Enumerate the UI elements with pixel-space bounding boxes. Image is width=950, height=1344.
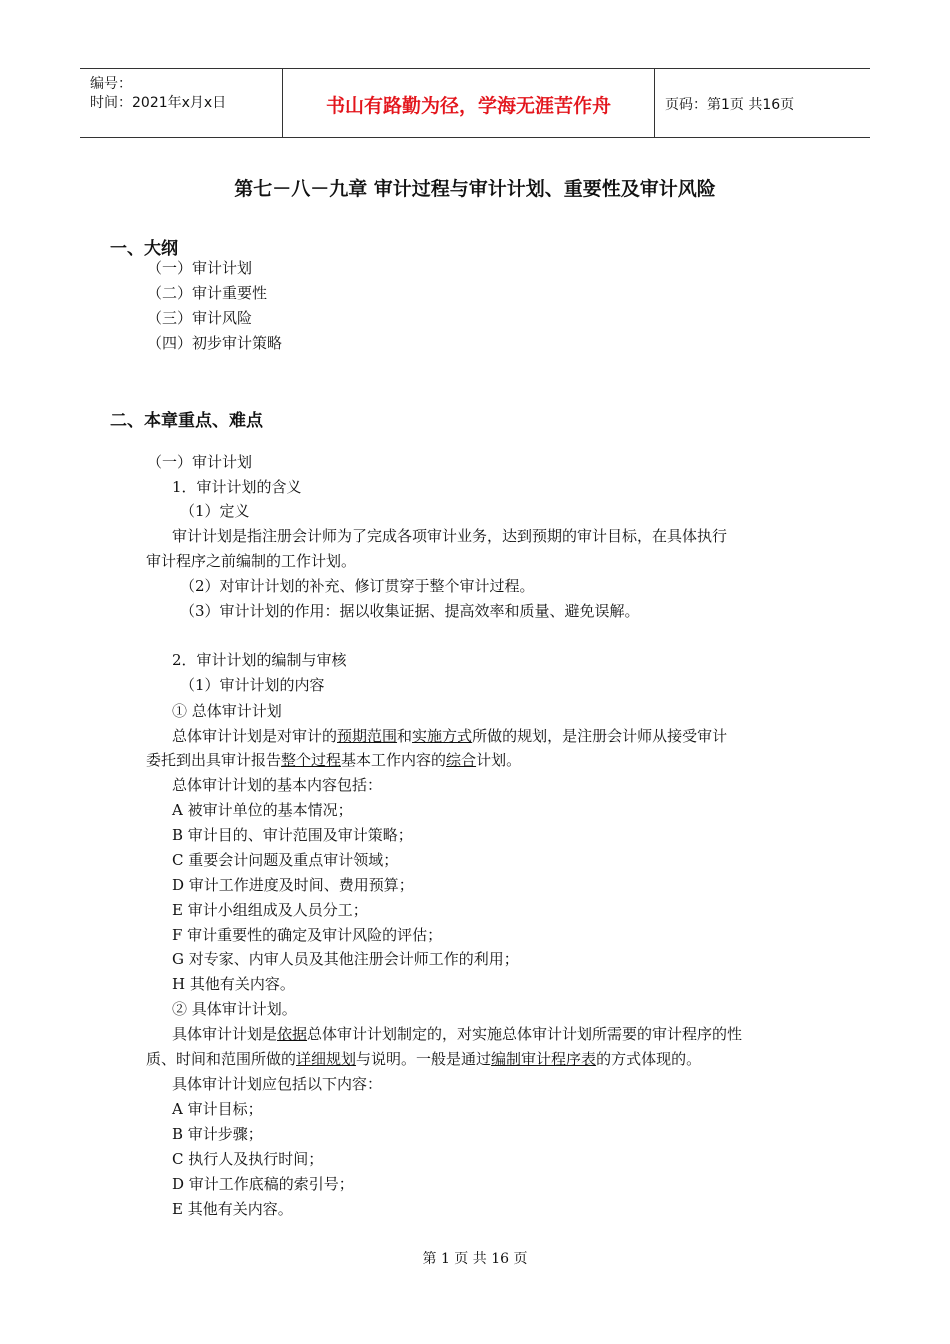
list-item: C 执行人及执行时间；	[172, 1150, 324, 1168]
header-right-cell	[655, 69, 870, 137]
header-left-cell	[80, 69, 283, 137]
header-table	[80, 68, 870, 138]
list-item: G 对专家、内审人员及其他注册会计师工作的利用；	[172, 950, 519, 968]
page-info: 页码：第1页 共16页	[665, 97, 795, 113]
point-subtitle: （3）审计计划的作用：据以收集证据、提高效率和质量、避免误解。	[180, 602, 640, 620]
point-subtitle: ② 具体审计计划。	[172, 1000, 297, 1018]
point-title: 1．审计计划的含义	[172, 478, 302, 496]
underlined-term: 实施方式	[412, 727, 473, 745]
underlined-term: 预期范围	[337, 727, 398, 745]
outline-item: （一）审计计划	[147, 259, 253, 277]
point-subtitle: （2）对审计计划的补充、修订贯穿于整个审计过程。	[180, 577, 535, 595]
motto: 书山有路勤为径，学海无涯苦作舟	[325, 95, 611, 117]
paragraph-line: 具体审计计划应包括以下内容：	[172, 1075, 383, 1093]
list-item: E 其他有关内容。	[172, 1200, 293, 1218]
paragraph-line: 总体审计计划是对审计的预期范围和实施方式所做的规划，是注册会计师从接受审计	[172, 727, 728, 745]
list-item: B 审计步骤；	[172, 1125, 263, 1143]
point-subtitle: （1）审计计划的内容	[180, 676, 325, 694]
list-item: B 审计目的、审计范围及审计策略；	[172, 826, 413, 844]
list-item: D 审计工作进度及时间、费用预算；	[172, 876, 414, 894]
list-item: A 被审计单位的基本情况；	[172, 801, 353, 819]
paragraph-line: 总体审计计划的基本内容包括：	[172, 776, 383, 794]
list-item: A 审计目标；	[172, 1100, 263, 1118]
list-item: F 审计重要性的确定及审计风险的评估；	[172, 926, 443, 944]
paragraph-line: 审计程序之前编制的工作计划。	[146, 552, 357, 570]
list-item: C 重要会计问题及重点审计领域；	[172, 851, 399, 869]
section-outline-heading: 一、大纲	[110, 239, 178, 259]
paragraph-line: 具体审计计划是依据总体审计计划制定的，对实施总体审计计划所需要的审计程序的性	[172, 1025, 743, 1043]
point-subtitle: ① 总体审计计划	[172, 702, 282, 720]
list-item: H 其他有关内容。	[172, 975, 295, 993]
code-label: 编号：	[90, 76, 132, 92]
paragraph-line: 质、时间和范围所做的详细规划与说明。一般是通过编制审计程序表的方式体现的。	[146, 1050, 702, 1068]
subsection-heading: （一）审计计划	[147, 453, 253, 471]
point-subtitle: （1）定义	[180, 502, 250, 520]
point-title: 2．审计计划的编制与审核	[172, 651, 347, 669]
underlined-term: 综合	[446, 751, 477, 769]
page-footer: 第 1 页 共 16 页	[422, 1251, 528, 1267]
section-key-points-heading: 二、本章重点、难点	[110, 411, 263, 431]
document-title: 第七－八－九章 审计过程与审计计划、重要性及审计风险	[234, 178, 716, 200]
underlined-term: 依据	[277, 1025, 308, 1043]
list-item: D 审计工作底稿的索引号；	[172, 1175, 354, 1193]
underlined-term: 编制审计程序表	[491, 1050, 597, 1068]
header-center-cell	[283, 69, 655, 137]
paragraph-line: 委托到出具审计报告整个过程基本工作内容的综合计划。	[146, 751, 522, 769]
outline-item: （二）审计重要性	[147, 284, 268, 302]
underlined-term: 整个过程	[281, 751, 342, 769]
paragraph-line: 审计计划是指注册会计师为了完成各项审计业务，达到预期的审计目标，在具体执行	[172, 527, 728, 545]
time-label: 时间：2021年x月x日	[90, 95, 227, 111]
underlined-term: 详细规划	[296, 1050, 357, 1068]
list-item: E 审计小组组成及人员分工；	[172, 901, 368, 919]
outline-item: （三）审计风险	[147, 309, 253, 327]
outline-item: （四）初步审计策略	[147, 334, 283, 352]
